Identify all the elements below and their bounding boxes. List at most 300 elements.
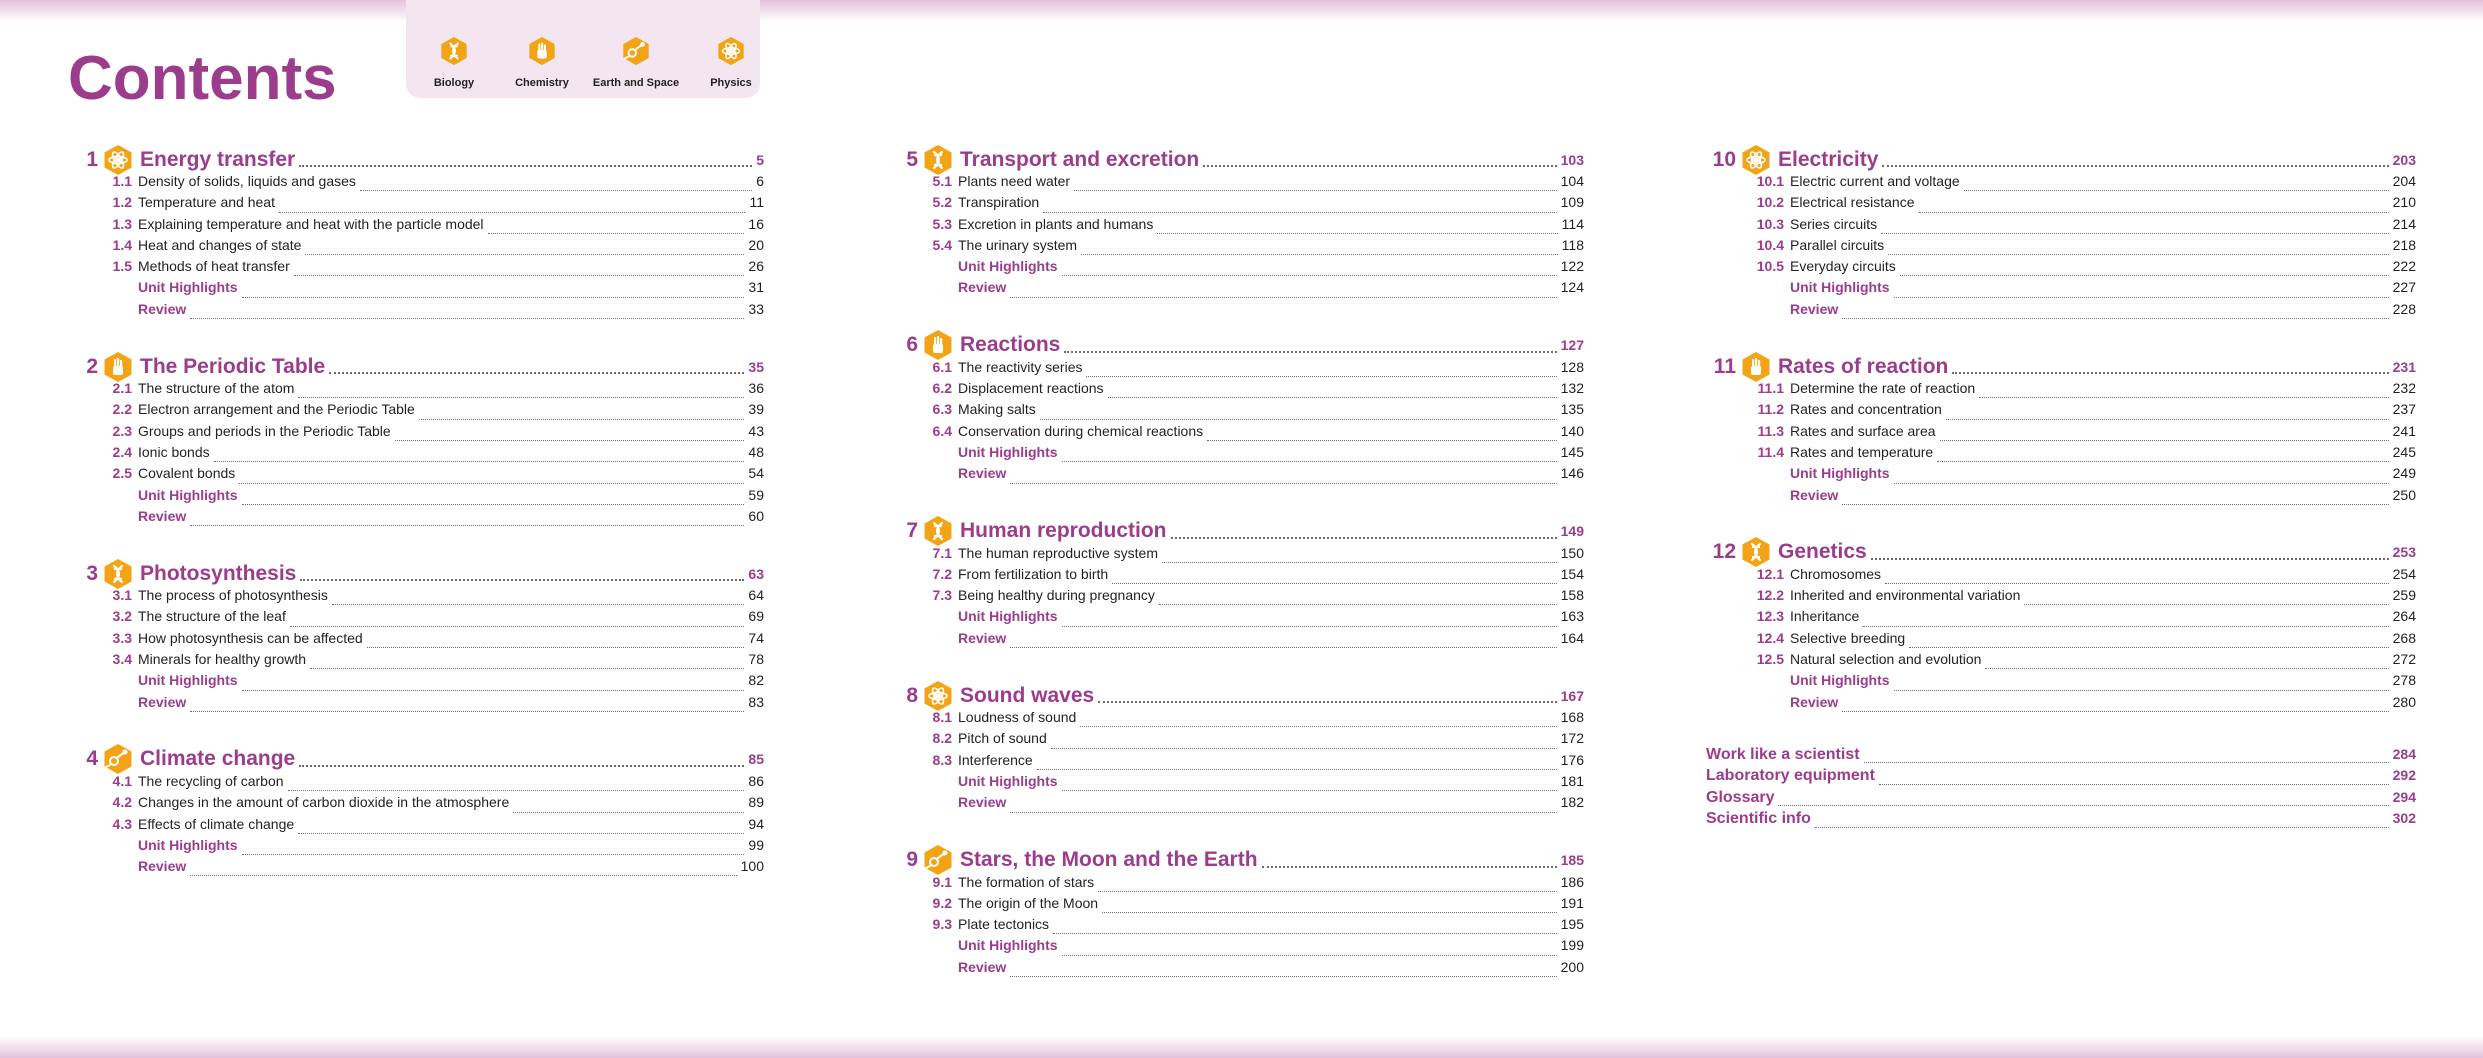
toc-topic-entry[interactable] (68, 401, 764, 422)
toc-extra-entry[interactable] (1706, 301, 2416, 322)
topic-page-number: 118 (1561, 236, 1584, 253)
topic-page-number: 20 (748, 236, 764, 253)
unit-heading[interactable] (888, 518, 1584, 545)
toc-topic-entry[interactable] (888, 730, 1584, 751)
unit-heading[interactable] (1706, 539, 2416, 566)
topic-number: 12.4 (1756, 629, 1784, 646)
dot-leader (1894, 690, 2389, 691)
topic-page-number: 250 (2392, 486, 2416, 503)
dot-leader (1919, 212, 2389, 213)
dot-leader (1062, 790, 1557, 791)
unit-title: Energy transfer (140, 147, 296, 171)
back-matter-title: Scientific info (1706, 810, 1811, 828)
unit-page-number: 127 (1560, 337, 1584, 354)
toc-topic-entry[interactable] (888, 752, 1584, 773)
topic-title: Plants need water (958, 173, 1071, 189)
toc-topic-entry[interactable] (1706, 237, 2416, 258)
topic-title: Natural selection and evolution (1790, 651, 1982, 668)
topic-title: Pitch of sound (958, 730, 1047, 747)
topic-page-number: 200 (1560, 958, 1584, 975)
contents-column-2 (888, 146, 1584, 1011)
topic-page-number: 82 (748, 672, 764, 689)
toc-extra-entry[interactable] (68, 694, 764, 715)
toc-topic-entry[interactable] (68, 465, 764, 486)
toc-topic-entry[interactable] (888, 194, 1584, 215)
toc-extra-entry[interactable] (888, 794, 1584, 815)
topic-number: 9.3 (932, 916, 952, 933)
chemistry-hand-icon (494, 36, 590, 71)
dot-leader (1207, 440, 1557, 441)
topic-title: Being healthy during pregnancy (958, 587, 1155, 604)
toc-topic-entry[interactable] (1706, 566, 2416, 587)
toc-extra-entry[interactable] (68, 837, 764, 858)
dot-leader (488, 233, 745, 234)
toc-extra-entry[interactable] (888, 937, 1584, 958)
toc-extra-entry[interactable] (68, 279, 764, 300)
unit-title: Transport and excretion (960, 147, 1200, 171)
toc-extra-entry[interactable] (68, 301, 764, 322)
unit-section (1706, 353, 2416, 508)
topic-title: Electron arrangement and the Periodic Table (138, 401, 415, 418)
unit-page-number: 167 (1560, 687, 1584, 704)
unit-page-number: 85 (748, 751, 764, 768)
unit-number: 11 (1713, 354, 1736, 378)
toc-topic-entry[interactable] (888, 545, 1584, 566)
legend-label: Biology (433, 77, 475, 89)
topic-title: The formation of stars (958, 873, 1095, 890)
unit-heading[interactable] (1706, 353, 2416, 380)
topic-page-number: 128 (1560, 358, 1584, 375)
dot-leader (360, 190, 752, 191)
topic-title: The urinary system (958, 236, 1078, 253)
toc-topic-entry[interactable] (1706, 587, 2416, 608)
dot-leader (513, 812, 744, 813)
unit-page-number: 231 (2392, 358, 2416, 375)
topic-title: Rates and concentration (1790, 401, 1942, 418)
unit-section (1706, 539, 2416, 715)
back-matter-title: Work like a scientist (1706, 745, 1860, 763)
unit-heading[interactable] (888, 332, 1584, 359)
unit-number: 4 (86, 747, 98, 771)
topic-page-number: 39 (748, 401, 764, 418)
topic-page-number: 146 (1560, 465, 1584, 482)
unit-page-number: 203 (2392, 151, 2416, 168)
topic-page-number: 154 (1560, 565, 1584, 582)
topic-number: 11.4 (1757, 443, 1784, 460)
dot-leader (1010, 976, 1556, 977)
unit-heading[interactable] (888, 847, 1584, 874)
topic-title: Covalent bonds (138, 465, 236, 482)
unit-heading[interactable] (68, 746, 764, 773)
dot-leader (1053, 933, 1557, 934)
dot-leader (1157, 233, 1557, 234)
topic-page-number: 83 (748, 693, 764, 710)
topic-page-number: 259 (2392, 587, 2416, 604)
toc-extra-entry[interactable] (888, 258, 1584, 279)
topic-page-number: 264 (2392, 608, 2416, 625)
topic-number: 3.2 (112, 608, 132, 625)
topic-title: The structure of the atom (138, 380, 295, 397)
dot-leader (190, 318, 744, 319)
toc-topic-entry[interactable] (1706, 444, 2416, 465)
dot-leader (305, 254, 744, 255)
topic-title: Unit Highlights (138, 279, 238, 296)
topic-title: Loudness of sound (958, 709, 1077, 726)
dot-leader (419, 419, 745, 420)
unit-heading[interactable] (68, 560, 764, 587)
topic-page-number: 99 (748, 836, 764, 853)
toc-topic-entry[interactable] (888, 566, 1584, 587)
topic-page-number: 186 (1560, 873, 1584, 890)
dot-leader (1900, 275, 2389, 276)
toc-topic-entry[interactable] (888, 895, 1584, 916)
topic-title: Parallel circuits (1790, 236, 1885, 253)
toc-topic-entry[interactable] (1706, 630, 2416, 651)
legend-item-physics (683, 36, 779, 89)
dot-leader (298, 833, 744, 834)
topic-title: Determine the rate of reaction (1790, 380, 1976, 397)
dot-leader (1842, 711, 2388, 712)
topic-title: Unit Highlights (138, 486, 238, 503)
physics-atom-icon (1740, 144, 1772, 176)
topic-number: 8.2 (932, 730, 952, 747)
topic-number: 1.2 (112, 194, 132, 211)
dot-leader (279, 212, 745, 213)
unit-page-number: 253 (2392, 544, 2416, 561)
topic-page-number: 26 (748, 258, 764, 275)
unit-section (68, 353, 764, 529)
dot-leader (288, 790, 745, 791)
toc-topic-entry[interactable] (888, 237, 1584, 258)
dot-leader (1102, 912, 1557, 913)
back-matter-entry[interactable] (1706, 746, 2416, 768)
toc-topic-entry[interactable] (888, 709, 1584, 730)
toc-topic-entry[interactable] (68, 216, 764, 237)
unit-title: Genetics (1778, 540, 1867, 564)
toc-topic-entry[interactable] (68, 237, 764, 258)
dot-leader (299, 165, 752, 167)
toc-extra-entry[interactable] (68, 858, 764, 879)
topic-number: 6.1 (932, 358, 952, 375)
toc-topic-entry[interactable] (68, 258, 764, 279)
topic-number: 10.2 (1756, 194, 1784, 211)
toc-topic-entry[interactable] (1706, 608, 2416, 629)
dot-leader (1203, 165, 1556, 167)
dot-leader (1062, 626, 1557, 627)
dot-leader (242, 854, 745, 855)
dot-leader (1885, 583, 2389, 584)
dot-leader (1937, 461, 2388, 462)
unit-page-number: 63 (748, 565, 764, 582)
toc-topic-entry[interactable] (888, 401, 1584, 422)
back-matter-page-number: 294 (2392, 788, 2416, 805)
dot-leader (242, 297, 745, 298)
toc-topic-entry[interactable] (888, 359, 1584, 380)
dot-leader (290, 626, 745, 627)
topic-number: 12.5 (1756, 651, 1784, 668)
dot-leader (1112, 583, 1556, 584)
unit-title: Climate change (140, 747, 296, 771)
toc-topic-entry[interactable] (68, 773, 764, 794)
chemistry-hand-icon (922, 329, 954, 361)
toc-topic-entry[interactable] (888, 216, 1584, 237)
unit-heading[interactable] (888, 682, 1584, 709)
unit-heading[interactable] (888, 146, 1584, 173)
dot-leader (1881, 233, 2389, 234)
topic-page-number: 33 (748, 300, 764, 317)
unit-title: Stars, the Moon and the Earth (960, 848, 1258, 872)
unit-section (888, 332, 1584, 487)
dot-leader (329, 372, 744, 374)
topic-number: 1.1 (112, 173, 132, 189)
toc-extra-entry[interactable] (1706, 465, 2416, 486)
page-title: Contents (68, 44, 337, 113)
unit-title: The Periodic Table (140, 354, 326, 378)
dot-leader (1010, 483, 1556, 484)
dot-leader (294, 275, 745, 276)
topic-page-number: 164 (1560, 629, 1584, 646)
toc-extra-entry[interactable] (888, 608, 1584, 629)
toc-extra-entry[interactable] (1706, 672, 2416, 693)
chemistry-hand-icon (102, 351, 134, 383)
subject-legend (406, 0, 760, 98)
unit-title: Electricity (1778, 147, 1879, 171)
topic-number: 2.5 (112, 465, 132, 482)
topic-page-number: 74 (748, 629, 764, 646)
toc-extra-entry[interactable] (68, 487, 764, 508)
toc-topic-entry[interactable] (1706, 216, 2416, 237)
unit-page-number: 35 (748, 358, 764, 375)
toc-topic-entry[interactable] (68, 794, 764, 815)
topic-number: 9.2 (932, 894, 952, 911)
dot-leader (1062, 955, 1557, 956)
earth-space-icon (102, 743, 134, 775)
toc-extra-entry[interactable] (68, 508, 764, 529)
toc-extra-entry[interactable] (1706, 694, 2416, 715)
toc-extra-entry[interactable] (888, 959, 1584, 980)
toc-topic-entry[interactable] (1706, 651, 2416, 672)
topic-page-number: 245 (2392, 443, 2416, 460)
topic-page-number: 204 (2392, 173, 2416, 189)
topic-title: The process of photosynthesis (138, 587, 328, 604)
topic-title: Unit Highlights (958, 772, 1058, 789)
dot-leader (1064, 351, 1556, 353)
topic-page-number: 249 (2392, 465, 2416, 482)
topic-title: Electric current and voltage (1790, 173, 1960, 189)
toc-topic-entry[interactable] (68, 587, 764, 608)
topic-page-number: 104 (1560, 173, 1584, 189)
bottom-band (0, 1036, 2483, 1058)
topic-page-number: 16 (748, 215, 764, 232)
dot-leader (239, 483, 744, 484)
topic-title: Unit Highlights (138, 836, 238, 853)
dot-leader (1010, 297, 1556, 298)
topic-number: 6.4 (932, 422, 952, 439)
topic-title: Changes in the amount of carbon dioxide in the atmosphere (138, 794, 510, 811)
dot-leader (214, 461, 745, 462)
toc-extra-entry[interactable] (68, 672, 764, 693)
unit-number: 12 (1712, 540, 1736, 564)
topic-title: How photosynthesis can be affected (138, 629, 363, 646)
topic-number: 8.1 (932, 709, 952, 726)
toc-topic-entry[interactable] (1706, 423, 2416, 444)
toc-topic-entry[interactable] (888, 173, 1584, 194)
topic-page-number: 124 (1560, 279, 1584, 296)
toc-topic-entry[interactable] (1706, 173, 2416, 194)
toc-extra-entry[interactable] (888, 773, 1584, 794)
topic-number: 12.1 (1756, 565, 1784, 582)
dot-leader (1040, 419, 1557, 420)
topic-number: 8.3 (932, 751, 952, 768)
topic-page-number: 191 (1560, 894, 1584, 911)
toc-extra-entry[interactable] (888, 444, 1584, 465)
dot-leader (300, 579, 744, 581)
biology-dna-icon (922, 144, 954, 176)
topic-title: Unit Highlights (138, 672, 238, 689)
topic-title: Review (958, 794, 1007, 811)
topic-number: 11.1 (1757, 380, 1784, 397)
contents-column-1 (68, 146, 764, 910)
physics-atom-icon (102, 144, 134, 176)
topic-number: 10.1 (1756, 173, 1784, 189)
dot-leader (1043, 212, 1556, 213)
biology-dna-icon (102, 558, 134, 590)
topic-page-number: 254 (2392, 565, 2416, 582)
unit-number: 3 (86, 561, 98, 585)
topic-title: Unit Highlights (958, 937, 1058, 954)
topic-page-number: 59 (748, 486, 764, 503)
physics-atom-icon (922, 680, 954, 712)
unit-section (68, 146, 764, 322)
toc-topic-entry[interactable] (68, 608, 764, 629)
back-matter-page-number: 292 (2392, 767, 2416, 784)
toc-topic-entry[interactable] (68, 651, 764, 672)
topic-page-number: 89 (748, 794, 764, 811)
topic-number: 4.3 (112, 815, 132, 832)
dot-leader (1778, 805, 2388, 806)
unit-section (68, 560, 764, 715)
topic-title: Minerals for healthy growth (138, 651, 307, 668)
unit-page-number: 103 (1560, 151, 1584, 168)
dot-leader (1098, 701, 1556, 703)
topic-number: 1.5 (112, 258, 132, 275)
topic-title: Review (958, 279, 1007, 296)
topic-page-number: 78 (748, 651, 764, 668)
toc-topic-entry[interactable] (1706, 258, 2416, 279)
topic-page-number: 31 (748, 279, 764, 296)
toc-extra-entry[interactable] (1706, 279, 2416, 300)
toc-extra-entry[interactable] (888, 630, 1584, 651)
topic-number: 3.1 (112, 587, 132, 604)
toc-topic-entry[interactable] (68, 194, 764, 215)
toc-topic-entry[interactable] (888, 423, 1584, 444)
unit-heading[interactable] (1706, 146, 2416, 173)
toc-topic-entry[interactable] (1706, 194, 2416, 215)
toc-topic-entry[interactable] (68, 423, 764, 444)
toc-topic-entry[interactable] (68, 173, 764, 194)
topic-number: 12.2 (1756, 587, 1784, 604)
topic-title: Rates and temperature (1790, 443, 1934, 460)
topic-page-number: 6 (756, 173, 764, 189)
topic-number: 11.3 (1757, 422, 1784, 439)
toc-topic-entry[interactable] (888, 916, 1584, 937)
toc-topic-entry[interactable] (1706, 401, 2416, 422)
topic-title: Review (138, 858, 187, 875)
dot-leader (395, 440, 745, 441)
topic-number: 10.5 (1756, 258, 1784, 275)
dot-leader (1940, 440, 2389, 441)
toc-topic-entry[interactable] (888, 380, 1584, 401)
topic-title: Transpiration (958, 194, 1040, 211)
dot-leader (1863, 626, 2388, 627)
toc-topic-entry[interactable] (888, 587, 1584, 608)
toc-extra-entry[interactable] (1706, 487, 2416, 508)
toc-topic-entry[interactable] (68, 380, 764, 401)
dot-leader (1882, 165, 2388, 167)
topic-number: 6.2 (932, 380, 952, 397)
toc-topic-entry[interactable] (68, 444, 764, 465)
toc-topic-entry[interactable] (1706, 380, 2416, 401)
topic-title: Unit Highlights (958, 608, 1058, 625)
unit-section (888, 518, 1584, 651)
unit-number: 1 (86, 147, 98, 171)
topic-page-number: 140 (1560, 422, 1584, 439)
topic-title: Series circuits (1790, 215, 1878, 232)
topic-page-number: 227 (2392, 279, 2416, 296)
dot-leader (367, 647, 745, 648)
topic-title: Ionic bonds (138, 443, 210, 460)
topic-page-number: 278 (2392, 672, 2416, 689)
topic-title: Displacement reactions (958, 380, 1104, 397)
toc-topic-entry[interactable] (68, 816, 764, 837)
toc-topic-entry[interactable] (68, 630, 764, 651)
topic-page-number: 69 (748, 608, 764, 625)
topic-page-number: 132 (1560, 380, 1584, 397)
topic-title: Unit Highlights (1790, 465, 1890, 482)
legend-label: Physics (710, 77, 752, 89)
topic-number: 2.2 (112, 401, 132, 418)
toc-extra-entry[interactable] (888, 279, 1584, 300)
back-matter-entry[interactable] (1706, 767, 2416, 789)
topic-page-number: 268 (2392, 629, 2416, 646)
topic-title: From fertilization to birth (958, 565, 1109, 582)
topic-page-number: 86 (748, 772, 764, 789)
topic-page-number: 228 (2392, 300, 2416, 317)
topic-title: Plate tectonics (958, 916, 1050, 933)
unit-number: 5 (906, 147, 918, 171)
topic-title: Review (138, 507, 187, 524)
back-matter-entry[interactable] (1706, 810, 2416, 832)
topic-number: 7.2 (932, 565, 952, 582)
topic-page-number: 195 (1560, 916, 1584, 933)
topic-page-number: 210 (2392, 194, 2416, 211)
legend-label: Chemistry (515, 77, 569, 89)
unit-title: Human reproduction (960, 519, 1167, 543)
unit-title: Reactions (960, 333, 1061, 357)
back-matter-entry[interactable] (1706, 789, 2416, 811)
dot-leader (1842, 504, 2388, 505)
dot-leader (1074, 190, 1557, 191)
toc-topic-entry[interactable] (888, 874, 1584, 895)
unit-heading[interactable] (68, 146, 764, 173)
dot-leader (1062, 275, 1557, 276)
dot-leader (1985, 668, 2388, 669)
toc-extra-entry[interactable] (888, 465, 1584, 486)
topic-title: Making salts (958, 401, 1036, 418)
unit-page-number: 185 (1560, 852, 1584, 869)
unit-heading[interactable] (68, 353, 764, 380)
dot-leader (1081, 254, 1558, 255)
